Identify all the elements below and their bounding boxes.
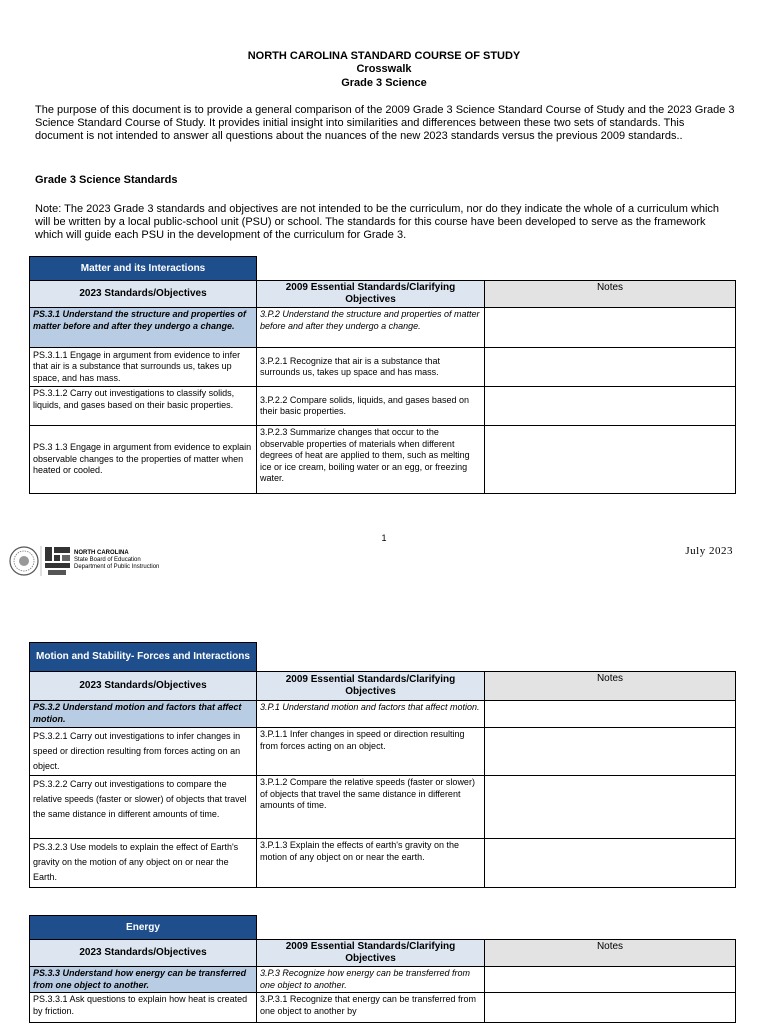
notes-cell	[485, 701, 736, 728]
column-header-2023: 2023 Standards/Objectives	[30, 281, 257, 308]
objective-2009: 3.P.3.1 Recognize that energy can be transferred from one object to another by	[257, 993, 485, 1023]
notes-cell	[485, 776, 736, 839]
notes-cell	[485, 993, 736, 1023]
section-heading: Grade 3 Science Standards	[35, 174, 178, 186]
table-section-title: Motion and Stability- Forces and Interactions	[30, 643, 257, 672]
objective-2023: PS.3.1.2 Carry out investigations to classify solids, liquids, and gases based on their basic properties.	[30, 387, 257, 426]
objective-2023: PS.3 1.3 Engage in argument from evidence to explain observable changes to the properties of matter when heated or cooled.	[30, 426, 257, 494]
intro-paragraph: The purpose of this document is to provide a general comparison of the 2009 Grade 3 Science Standard Course of Study and the 2023 Grade 3 Science Standard Course of Study. It provides initial insight into similarities and differences between these two sets of standards. This document is not intended to answer all questions about the nuances of the new 2023 standards versus the previous 2009 standards..	[35, 104, 735, 142]
org-department: Department of Public Instruction	[74, 564, 160, 570]
note-paragraph: Note: The 2023 Grade 3 standards and objectives are not intended to be the curriculum, nor do they indicate the whole of a curriculum which will be written by a local public-school unit (PSU) or school. The standards for this course have been developed to serve as the framework which will guide each PSU in the development of the curriculum for Grade 3.	[35, 203, 720, 241]
notes-cell	[485, 426, 736, 494]
notes-cell	[485, 967, 736, 993]
notes-cell	[485, 308, 736, 348]
column-header-2023: 2023 Standards/Objectives	[30, 940, 257, 967]
org-board: State Board of Education	[74, 557, 141, 563]
standard-2009: 3.P.1 Understand motion and factors that affect motion.	[257, 701, 485, 728]
standard-2023: PS.3.3 Understand how energy can be transferred from one object to another.	[30, 967, 257, 993]
objective-2023: PS.3.2.2 Carry out investigations to compare the relative speeds (faster or slower) of objects that travel the same distance in different amounts of time.	[30, 776, 257, 839]
objective-2023: PS.3.3.1 Ask questions to explain how heat is created by friction.	[30, 993, 257, 1023]
column-header-notes: Notes	[485, 672, 736, 701]
crosswalk-table-energy	[29, 915, 736, 1023]
notes-cell	[485, 728, 736, 776]
notes-cell	[485, 387, 736, 426]
standard-2009: 3.P.2 Understand the structure and properties of matter before and after they undergo a change.	[257, 308, 485, 348]
column-header-2009: 2009 Essential Standards/Clarifying Objectives	[257, 672, 485, 701]
objective-2009: 3.P.2.1 Recognize that air is a substance that surrounds us, takes up space and has mass.	[257, 348, 485, 387]
column-header-notes: Notes	[485, 940, 736, 967]
notes-cell	[485, 839, 736, 888]
org-name: NORTH CAROLINA	[74, 550, 129, 556]
page-number: 1	[381, 533, 387, 543]
crosswalk-table-motion	[29, 642, 736, 888]
table-section-title: Energy	[30, 916, 257, 940]
objective-2023: PS.3.1.1 Engage in argument from evidence to infer that air is a substance that surrounds us, takes up space, and has mass.	[30, 348, 257, 387]
standard-2023: PS.3.2 Understand motion and factors that affect motion.	[30, 701, 257, 728]
standard-2023: PS.3.1 Understand the structure and properties of matter before and after they undergo a change.	[30, 308, 257, 348]
objective-2009: 3.P.1.2 Compare the relative speeds (faster or slower) of objects that travel the same distance in different amounts of time.	[257, 776, 485, 839]
column-header-2009: 2009 Essential Standards/Clarifying Objectives	[257, 940, 485, 967]
objective-2009: 3.P.1.3 Explain the effects of earth's gravity on the motion of any object on or near the earth.	[257, 839, 485, 888]
objective-2023: PS.3.2.3 Use models to explain the effect of Earth's gravity on the motion of any object on or near the Earth.	[30, 839, 257, 888]
ncdpi-logo	[6, 543, 196, 579]
objective-2023: PS.3.2.1 Carry out investigations to infer changes in speed or direction resulting from forces acting on an object.	[30, 728, 257, 776]
column-header-2023: 2023 Standards/Objectives	[30, 672, 257, 701]
crosswalk-table-matter	[29, 256, 736, 494]
document-date: July 2023	[685, 545, 733, 557]
standard-2009: 3.P.3 Recognize how energy can be transferred from one object to another.	[257, 967, 485, 993]
table-section-title: Matter and its Interactions	[30, 257, 257, 281]
notes-cell	[485, 348, 736, 387]
objective-2009: 3.P.1.1 Infer changes in speed or direction resulting from forces acting on an object.	[257, 728, 485, 776]
column-header-notes: Notes	[485, 281, 736, 308]
document-title: NORTH CAROLINA STANDARD COURSE OF STUDY	[247, 50, 521, 62]
document-subtitle: Crosswalk	[356, 63, 412, 75]
objective-2009: 3.P.2.2 Compare solids, liquids, and gases based on their basic properties.	[257, 387, 485, 426]
document-grade: Grade 3 Science	[341, 77, 427, 89]
objective-2009: 3.P.2.3 Summarize changes that occur to the observable properties of materials when different degrees of heat are applied to them, such as melting ice or ice cream, boiling water or an egg, or freezing water.	[257, 426, 485, 494]
column-header-2009: 2009 Essential Standards/Clarifying Objectives	[257, 281, 485, 308]
